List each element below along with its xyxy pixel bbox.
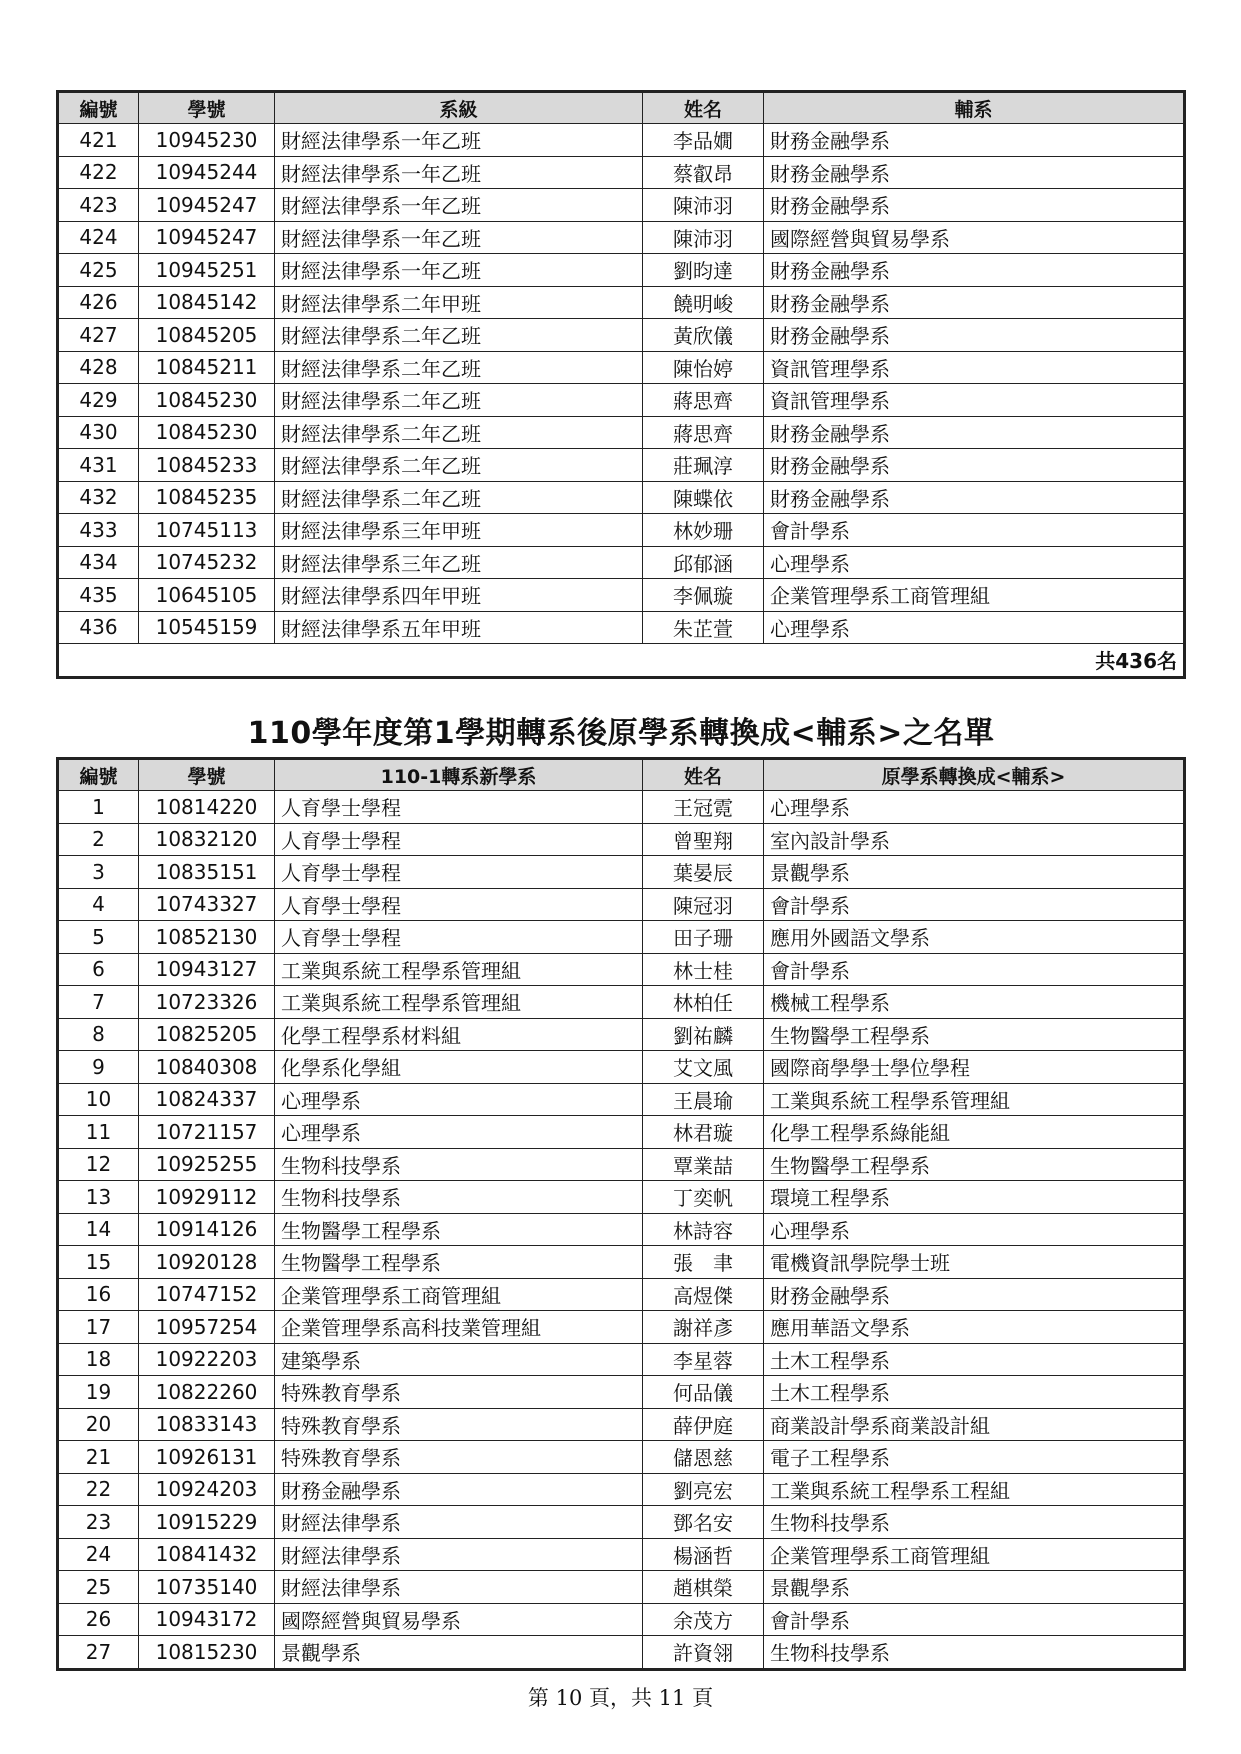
cell-student-id: 10745113 bbox=[139, 514, 275, 547]
table-row bbox=[58, 1506, 1185, 1539]
cell-number: 8 bbox=[58, 1018, 139, 1051]
cell-name: 朱芷萱 bbox=[643, 611, 764, 644]
cell-number: 11 bbox=[58, 1116, 139, 1149]
cell-minor: 工業與系統工程學系工程組 bbox=[764, 1473, 1185, 1506]
cell-department: 景觀學系 bbox=[275, 1636, 643, 1670]
cell-name: 李星蓉 bbox=[643, 1343, 764, 1376]
cell-student-id: 10814220 bbox=[139, 791, 275, 824]
cell-name: 儲恩慈 bbox=[643, 1441, 764, 1474]
cell-department: 特殊教育學系 bbox=[275, 1441, 643, 1474]
cell-minor: 會計學系 bbox=[764, 514, 1185, 547]
cell-student-id: 10929112 bbox=[139, 1181, 275, 1214]
cell-name: 陳沛羽 bbox=[643, 189, 764, 222]
cell-student-id: 10943172 bbox=[139, 1603, 275, 1636]
cell-student-id: 10845211 bbox=[139, 351, 275, 384]
cell-name: 劉昀達 bbox=[643, 254, 764, 287]
cell-name: 謝祥彥 bbox=[643, 1311, 764, 1344]
table-row bbox=[58, 514, 1185, 547]
cell-student-id: 10747152 bbox=[139, 1278, 275, 1311]
cell-department: 工業與系統工程學系管理組 bbox=[275, 986, 643, 1019]
table-row bbox=[58, 986, 1185, 1019]
cell-name: 葉晏辰 bbox=[643, 856, 764, 889]
table-row bbox=[58, 921, 1185, 954]
cell-department: 財務金融學系 bbox=[275, 1473, 643, 1506]
cell-department: 化學系化學組 bbox=[275, 1051, 643, 1084]
cell-number: 428 bbox=[58, 351, 139, 384]
cell-student-id: 10845235 bbox=[139, 481, 275, 514]
cell-student-id: 10920128 bbox=[139, 1246, 275, 1279]
cell-number: 432 bbox=[58, 481, 139, 514]
table-row bbox=[58, 286, 1185, 319]
cell-name: 薛伊庭 bbox=[643, 1408, 764, 1441]
cell-name: 王冠霓 bbox=[643, 791, 764, 824]
cell-minor: 生物科技學系 bbox=[764, 1636, 1185, 1670]
header-new-department: 110-1轉系新學系 bbox=[275, 759, 643, 791]
table-row bbox=[58, 1018, 1185, 1051]
cell-student-id: 10735140 bbox=[139, 1571, 275, 1604]
header-student-id: 學號 bbox=[139, 92, 275, 124]
cell-minor: 資訊管理學系 bbox=[764, 351, 1185, 384]
cell-minor: 財務金融學系 bbox=[764, 416, 1185, 449]
cell-minor: 企業管理學系工商管理組 bbox=[764, 1538, 1185, 1571]
cell-student-id: 10832120 bbox=[139, 823, 275, 856]
cell-minor: 會計學系 bbox=[764, 888, 1185, 921]
cell-department: 財經法律學系 bbox=[275, 1506, 643, 1539]
table-row bbox=[58, 1603, 1185, 1636]
table-row bbox=[58, 319, 1185, 352]
cell-name: 陳沛羽 bbox=[643, 221, 764, 254]
cell-minor: 機械工程學系 bbox=[764, 986, 1185, 1019]
cell-number: 3 bbox=[58, 856, 139, 889]
minor-list-table-continued bbox=[56, 90, 1186, 679]
cell-number: 427 bbox=[58, 319, 139, 352]
cell-minor: 商業設計學系商業設計組 bbox=[764, 1408, 1185, 1441]
cell-name: 陳蝶依 bbox=[643, 481, 764, 514]
cell-student-id: 10845230 bbox=[139, 384, 275, 417]
cell-number: 6 bbox=[58, 953, 139, 986]
cell-department: 財經法律學系一年乙班 bbox=[275, 221, 643, 254]
cell-number: 423 bbox=[58, 189, 139, 222]
cell-department: 生物醫學工程學系 bbox=[275, 1246, 643, 1279]
table-row bbox=[58, 1246, 1185, 1279]
cell-number: 430 bbox=[58, 416, 139, 449]
cell-student-id: 10840308 bbox=[139, 1051, 275, 1084]
cell-number: 7 bbox=[58, 986, 139, 1019]
cell-name: 楊涵哲 bbox=[643, 1538, 764, 1571]
cell-minor: 財務金融學系 bbox=[764, 286, 1185, 319]
cell-name: 蔣思齊 bbox=[643, 384, 764, 417]
table-row bbox=[58, 611, 1185, 644]
cell-number: 422 bbox=[58, 156, 139, 189]
cell-department: 特殊教育學系 bbox=[275, 1408, 643, 1441]
cell-name: 林詩容 bbox=[643, 1213, 764, 1246]
cell-department: 財經法律學系二年乙班 bbox=[275, 384, 643, 417]
cell-minor: 國際經營與貿易學系 bbox=[764, 221, 1185, 254]
cell-number: 15 bbox=[58, 1246, 139, 1279]
cell-department: 人育學士學程 bbox=[275, 823, 643, 856]
table-row bbox=[58, 1538, 1185, 1571]
cell-minor: 心理學系 bbox=[764, 791, 1185, 824]
cell-name: 莊珮淳 bbox=[643, 449, 764, 482]
cell-student-id: 10825205 bbox=[139, 1018, 275, 1051]
cell-student-id: 10925255 bbox=[139, 1148, 275, 1181]
cell-minor: 會計學系 bbox=[764, 953, 1185, 986]
table-row bbox=[58, 823, 1185, 856]
cell-name: 許資翎 bbox=[643, 1636, 764, 1670]
cell-minor: 財務金融學系 bbox=[764, 254, 1185, 287]
table-row bbox=[58, 1571, 1185, 1604]
cell-name: 陳冠羽 bbox=[643, 888, 764, 921]
cell-name: 艾文風 bbox=[643, 1051, 764, 1084]
cell-minor: 財務金融學系 bbox=[764, 449, 1185, 482]
cell-number: 2 bbox=[58, 823, 139, 856]
cell-student-id: 10926131 bbox=[139, 1441, 275, 1474]
table-row bbox=[58, 384, 1185, 417]
cell-student-id: 10945247 bbox=[139, 189, 275, 222]
cell-student-id: 10845230 bbox=[139, 416, 275, 449]
cell-student-id: 10833143 bbox=[139, 1408, 275, 1441]
cell-name: 王晨瑜 bbox=[643, 1083, 764, 1116]
cell-minor: 國際商學學士學位學程 bbox=[764, 1051, 1185, 1084]
cell-department: 財經法律學系 bbox=[275, 1571, 643, 1604]
cell-department: 生物醫學工程學系 bbox=[275, 1213, 643, 1246]
cell-department: 心理學系 bbox=[275, 1083, 643, 1116]
cell-name: 丁奕帆 bbox=[643, 1181, 764, 1214]
table-row bbox=[58, 1408, 1185, 1441]
cell-name: 李品嫺 bbox=[643, 124, 764, 157]
cell-student-id: 10957254 bbox=[139, 1311, 275, 1344]
cell-number: 12 bbox=[58, 1148, 139, 1181]
cell-student-id: 10945251 bbox=[139, 254, 275, 287]
table-row bbox=[58, 1083, 1185, 1116]
cell-department: 人育學士學程 bbox=[275, 856, 643, 889]
header-minor: 輔系 bbox=[764, 92, 1185, 124]
cell-department: 財經法律學系三年甲班 bbox=[275, 514, 643, 547]
cell-student-id: 10745232 bbox=[139, 546, 275, 579]
cell-department: 財經法律學系五年甲班 bbox=[275, 611, 643, 644]
cell-number: 13 bbox=[58, 1181, 139, 1214]
cell-name: 劉祐麟 bbox=[643, 1018, 764, 1051]
cell-student-id: 10545159 bbox=[139, 611, 275, 644]
total-count: 共436名 bbox=[58, 644, 1185, 678]
cell-number: 26 bbox=[58, 1603, 139, 1636]
cell-department: 心理學系 bbox=[275, 1116, 643, 1149]
cell-number: 426 bbox=[58, 286, 139, 319]
cell-student-id: 10922203 bbox=[139, 1343, 275, 1376]
page-footer: 第 10 頁，共 11 頁 bbox=[527, 1686, 714, 1710]
cell-department: 人育學士學程 bbox=[275, 791, 643, 824]
table-header-row bbox=[58, 759, 1185, 791]
cell-student-id: 10914126 bbox=[139, 1213, 275, 1246]
table-row bbox=[58, 254, 1185, 287]
cell-minor: 生物醫學工程學系 bbox=[764, 1148, 1185, 1181]
cell-department: 財經法律學系四年甲班 bbox=[275, 579, 643, 612]
cell-number: 17 bbox=[58, 1311, 139, 1344]
cell-department: 建築學系 bbox=[275, 1343, 643, 1376]
cell-number: 434 bbox=[58, 546, 139, 579]
table-row bbox=[58, 1343, 1185, 1376]
table-row bbox=[58, 449, 1185, 482]
cell-student-id: 10852130 bbox=[139, 921, 275, 954]
cell-department: 人育學士學程 bbox=[275, 921, 643, 954]
cell-department: 化學工程學系材料組 bbox=[275, 1018, 643, 1051]
table-row bbox=[58, 189, 1185, 222]
cell-minor: 應用外國語文學系 bbox=[764, 921, 1185, 954]
table-row bbox=[58, 546, 1185, 579]
cell-minor: 心理學系 bbox=[764, 611, 1185, 644]
cell-name: 田子珊 bbox=[643, 921, 764, 954]
header-name: 姓名 bbox=[643, 759, 764, 791]
cell-student-id: 10835151 bbox=[139, 856, 275, 889]
cell-student-id: 10721157 bbox=[139, 1116, 275, 1149]
cell-name: 李佩璇 bbox=[643, 579, 764, 612]
cell-minor: 資訊管理學系 bbox=[764, 384, 1185, 417]
table-row bbox=[58, 1441, 1185, 1474]
table-row bbox=[58, 1636, 1185, 1670]
table-row bbox=[58, 856, 1185, 889]
table-row bbox=[58, 1116, 1185, 1149]
cell-department: 財經法律學系一年乙班 bbox=[275, 254, 643, 287]
cell-department: 企業管理學系工商管理組 bbox=[275, 1278, 643, 1311]
cell-number: 27 bbox=[58, 1636, 139, 1670]
cell-minor: 化學工程學系綠能組 bbox=[764, 1116, 1185, 1149]
cell-student-id: 10943127 bbox=[139, 953, 275, 986]
cell-number: 19 bbox=[58, 1376, 139, 1409]
header-student-id: 學號 bbox=[139, 759, 275, 791]
cell-department: 財經法律學系 bbox=[275, 1538, 643, 1571]
cell-name: 鄧名安 bbox=[643, 1506, 764, 1539]
cell-number: 18 bbox=[58, 1343, 139, 1376]
cell-minor: 土木工程學系 bbox=[764, 1376, 1185, 1409]
section-title: 110學年度第1學期轉系後原學系轉換成<輔系>之名單 bbox=[247, 716, 995, 751]
cell-name: 林士桂 bbox=[643, 953, 764, 986]
cell-department: 財經法律學系一年乙班 bbox=[275, 156, 643, 189]
cell-minor: 心理學系 bbox=[764, 1213, 1185, 1246]
cell-number: 16 bbox=[58, 1278, 139, 1311]
cell-number: 421 bbox=[58, 124, 139, 157]
cell-name: 邱郁涵 bbox=[643, 546, 764, 579]
cell-number: 10 bbox=[58, 1083, 139, 1116]
cell-student-id: 10945247 bbox=[139, 221, 275, 254]
transfer-minor-list-table bbox=[56, 757, 1186, 1671]
cell-student-id: 10945244 bbox=[139, 156, 275, 189]
cell-number: 21 bbox=[58, 1441, 139, 1474]
cell-number: 14 bbox=[58, 1213, 139, 1246]
cell-student-id: 10824337 bbox=[139, 1083, 275, 1116]
cell-number: 5 bbox=[58, 921, 139, 954]
cell-department: 財經法律學系二年甲班 bbox=[275, 286, 643, 319]
cell-department: 生物科技學系 bbox=[275, 1148, 643, 1181]
cell-department: 財經法律學系一年乙班 bbox=[275, 124, 643, 157]
header-department-class: 系級 bbox=[275, 92, 643, 124]
cell-number: 1 bbox=[58, 791, 139, 824]
cell-department: 企業管理學系高科技業管理組 bbox=[275, 1311, 643, 1344]
cell-number: 23 bbox=[58, 1506, 139, 1539]
cell-name: 曾聖翔 bbox=[643, 823, 764, 856]
cell-department: 特殊教育學系 bbox=[275, 1376, 643, 1409]
cell-name: 高煜傑 bbox=[643, 1278, 764, 1311]
cell-name: 蔡叡昂 bbox=[643, 156, 764, 189]
cell-student-id: 10845205 bbox=[139, 319, 275, 352]
table-row bbox=[58, 221, 1185, 254]
cell-minor: 心理學系 bbox=[764, 546, 1185, 579]
header-name: 姓名 bbox=[643, 92, 764, 124]
header-number: 編號 bbox=[58, 759, 139, 791]
cell-minor: 財務金融學系 bbox=[764, 481, 1185, 514]
cell-minor: 財務金融學系 bbox=[764, 124, 1185, 157]
cell-student-id: 10845142 bbox=[139, 286, 275, 319]
cell-department: 人育學士學程 bbox=[275, 888, 643, 921]
cell-minor: 財務金融學系 bbox=[764, 1278, 1185, 1311]
cell-name: 何品儀 bbox=[643, 1376, 764, 1409]
cell-minor: 景觀學系 bbox=[764, 856, 1185, 889]
cell-minor: 生物科技學系 bbox=[764, 1506, 1185, 1539]
table-row bbox=[58, 1051, 1185, 1084]
cell-name: 覃業喆 bbox=[643, 1148, 764, 1181]
cell-name: 陳怡婷 bbox=[643, 351, 764, 384]
table-row bbox=[58, 579, 1185, 612]
table-row bbox=[58, 1278, 1185, 1311]
cell-department: 生物科技學系 bbox=[275, 1181, 643, 1214]
total-row bbox=[58, 644, 1185, 678]
cell-name: 劉亮宏 bbox=[643, 1473, 764, 1506]
cell-name: 林君璇 bbox=[643, 1116, 764, 1149]
cell-student-id: 10841432 bbox=[139, 1538, 275, 1571]
cell-minor: 應用華語文學系 bbox=[764, 1311, 1185, 1344]
cell-number: 22 bbox=[58, 1473, 139, 1506]
cell-student-id: 10924203 bbox=[139, 1473, 275, 1506]
table-row bbox=[58, 1376, 1185, 1409]
table-row bbox=[58, 1213, 1185, 1246]
cell-minor: 室內設計學系 bbox=[764, 823, 1185, 856]
cell-minor: 工業與系統工程學系管理組 bbox=[764, 1083, 1185, 1116]
cell-department: 財經法律學系三年乙班 bbox=[275, 546, 643, 579]
table-row bbox=[58, 953, 1185, 986]
cell-minor: 電子工程學系 bbox=[764, 1441, 1185, 1474]
cell-name: 張 聿 bbox=[643, 1246, 764, 1279]
cell-department: 財經法律學系二年乙班 bbox=[275, 351, 643, 384]
cell-department: 財經法律學系一年乙班 bbox=[275, 189, 643, 222]
cell-minor: 會計學系 bbox=[764, 1603, 1185, 1636]
table-row bbox=[58, 481, 1185, 514]
cell-name: 林妙珊 bbox=[643, 514, 764, 547]
cell-number: 25 bbox=[58, 1571, 139, 1604]
cell-name: 林柏任 bbox=[643, 986, 764, 1019]
cell-student-id: 10723326 bbox=[139, 986, 275, 1019]
cell-minor: 景觀學系 bbox=[764, 1571, 1185, 1604]
cell-number: 431 bbox=[58, 449, 139, 482]
cell-name: 饒明峻 bbox=[643, 286, 764, 319]
table-header-row bbox=[58, 92, 1185, 124]
table-row bbox=[58, 124, 1185, 157]
cell-minor: 財務金融學系 bbox=[764, 156, 1185, 189]
table-row bbox=[58, 351, 1185, 384]
table-row bbox=[58, 416, 1185, 449]
cell-student-id: 10743327 bbox=[139, 888, 275, 921]
cell-number: 425 bbox=[58, 254, 139, 287]
cell-number: 435 bbox=[58, 579, 139, 612]
cell-name: 余茂方 bbox=[643, 1603, 764, 1636]
cell-department: 財經法律學系二年乙班 bbox=[275, 319, 643, 352]
cell-number: 9 bbox=[58, 1051, 139, 1084]
cell-number: 429 bbox=[58, 384, 139, 417]
cell-minor: 土木工程學系 bbox=[764, 1343, 1185, 1376]
cell-minor: 企業管理學系工商管理組 bbox=[764, 579, 1185, 612]
cell-number: 24 bbox=[58, 1538, 139, 1571]
table-row bbox=[58, 888, 1185, 921]
cell-department: 財經法律學系二年乙班 bbox=[275, 481, 643, 514]
cell-number: 436 bbox=[58, 611, 139, 644]
cell-minor: 環境工程學系 bbox=[764, 1181, 1185, 1214]
cell-number: 20 bbox=[58, 1408, 139, 1441]
cell-student-id: 10945230 bbox=[139, 124, 275, 157]
cell-name: 蔣思齊 bbox=[643, 416, 764, 449]
cell-student-id: 10845233 bbox=[139, 449, 275, 482]
cell-department: 工業與系統工程學系管理組 bbox=[275, 953, 643, 986]
table-row bbox=[58, 1311, 1185, 1344]
cell-name: 黃欣儀 bbox=[643, 319, 764, 352]
cell-student-id: 10815230 bbox=[139, 1636, 275, 1670]
cell-number: 424 bbox=[58, 221, 139, 254]
table-row bbox=[58, 791, 1185, 824]
header-original-department-minor: 原學系轉換成<輔系> bbox=[764, 759, 1185, 791]
cell-name: 趙棋榮 bbox=[643, 1571, 764, 1604]
cell-minor: 電機資訊學院學士班 bbox=[764, 1246, 1185, 1279]
cell-student-id: 10822260 bbox=[139, 1376, 275, 1409]
cell-student-id: 10915229 bbox=[139, 1506, 275, 1539]
cell-department: 財經法律學系二年乙班 bbox=[275, 416, 643, 449]
table-row bbox=[58, 1473, 1185, 1506]
table-row bbox=[58, 1148, 1185, 1181]
cell-department: 國際經營與貿易學系 bbox=[275, 1603, 643, 1636]
cell-minor: 財務金融學系 bbox=[764, 189, 1185, 222]
cell-department: 財經法律學系二年乙班 bbox=[275, 449, 643, 482]
header-number: 編號 bbox=[58, 92, 139, 124]
cell-student-id: 10645105 bbox=[139, 579, 275, 612]
cell-minor: 生物醫學工程學系 bbox=[764, 1018, 1185, 1051]
table-row bbox=[58, 1181, 1185, 1214]
table-row bbox=[58, 156, 1185, 189]
cell-number: 4 bbox=[58, 888, 139, 921]
cell-minor: 財務金融學系 bbox=[764, 319, 1185, 352]
cell-number: 433 bbox=[58, 514, 139, 547]
